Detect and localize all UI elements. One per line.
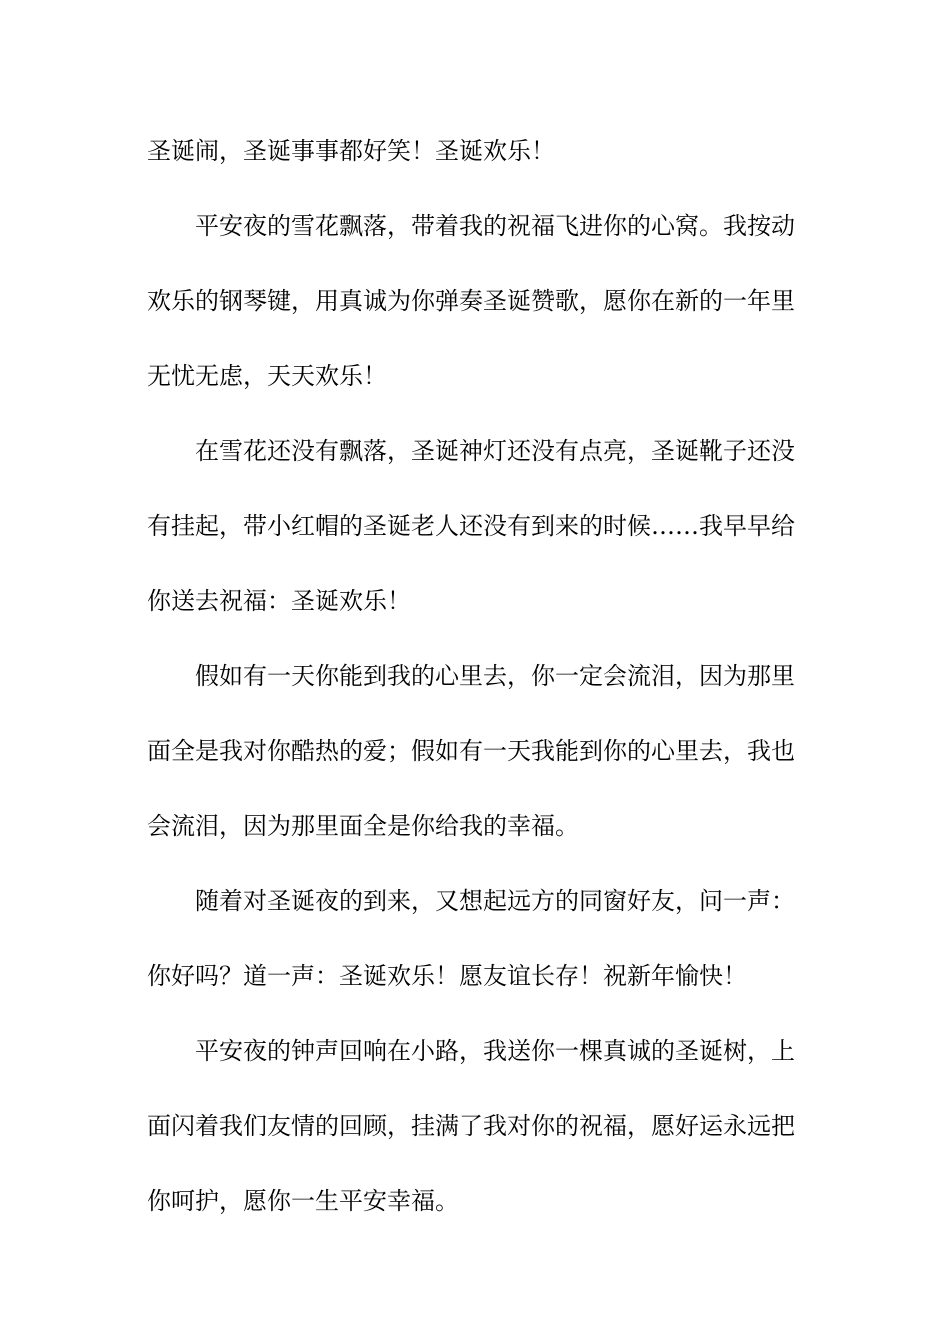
text-line: 面全是我对你酷热的爱；假如有一天我能到你的心里去，我也 <box>147 737 795 765</box>
text-line: 面闪着我们友情的回顾，挂满了我对你的祝福，愿好运永远把 <box>147 1112 795 1140</box>
text-line: 圣诞闹，圣诞事事都好笑！圣诞欢乐！ <box>147 137 555 165</box>
text-line: 你送去祝福：圣诞欢乐！ <box>147 587 411 615</box>
text-line: 会流泪，因为那里面全是你给我的幸福。 <box>147 812 579 840</box>
text-line: 无忧无虑，天天欢乐！ <box>147 362 387 390</box>
paragraph-first-line: 在雪花还没有飘落，圣诞神灯还没有点亮，圣诞靴子还没 <box>195 437 795 465</box>
text-line: 你好吗？道一声：圣诞欢乐！愿友谊长存！祝新年愉快！ <box>147 962 747 990</box>
paragraph-first-line: 假如有一天你能到我的心里去，你一定会流泪，因为那里 <box>195 662 795 690</box>
paragraph-first-line: 平安夜的雪花飘落，带着我的祝福飞进你的心窝。我按动 <box>195 212 795 240</box>
text-line: 有挂起，带小红帽的圣诞老人还没有到来的时候……我早早给 <box>147 512 795 540</box>
paragraph-first-line: 随着对圣诞夜的到来，又想起远方的同窗好友，问一声： <box>195 887 795 915</box>
paragraph-first-line: 平安夜的钟声回响在小路，我送你一棵真诚的圣诞树，上 <box>195 1037 795 1065</box>
text-line: 你呵护，愿你一生平安幸福。 <box>147 1187 459 1215</box>
text-line: 欢乐的钢琴键，用真诚为你弹奏圣诞赞歌，愿你在新的一年里 <box>147 287 795 315</box>
